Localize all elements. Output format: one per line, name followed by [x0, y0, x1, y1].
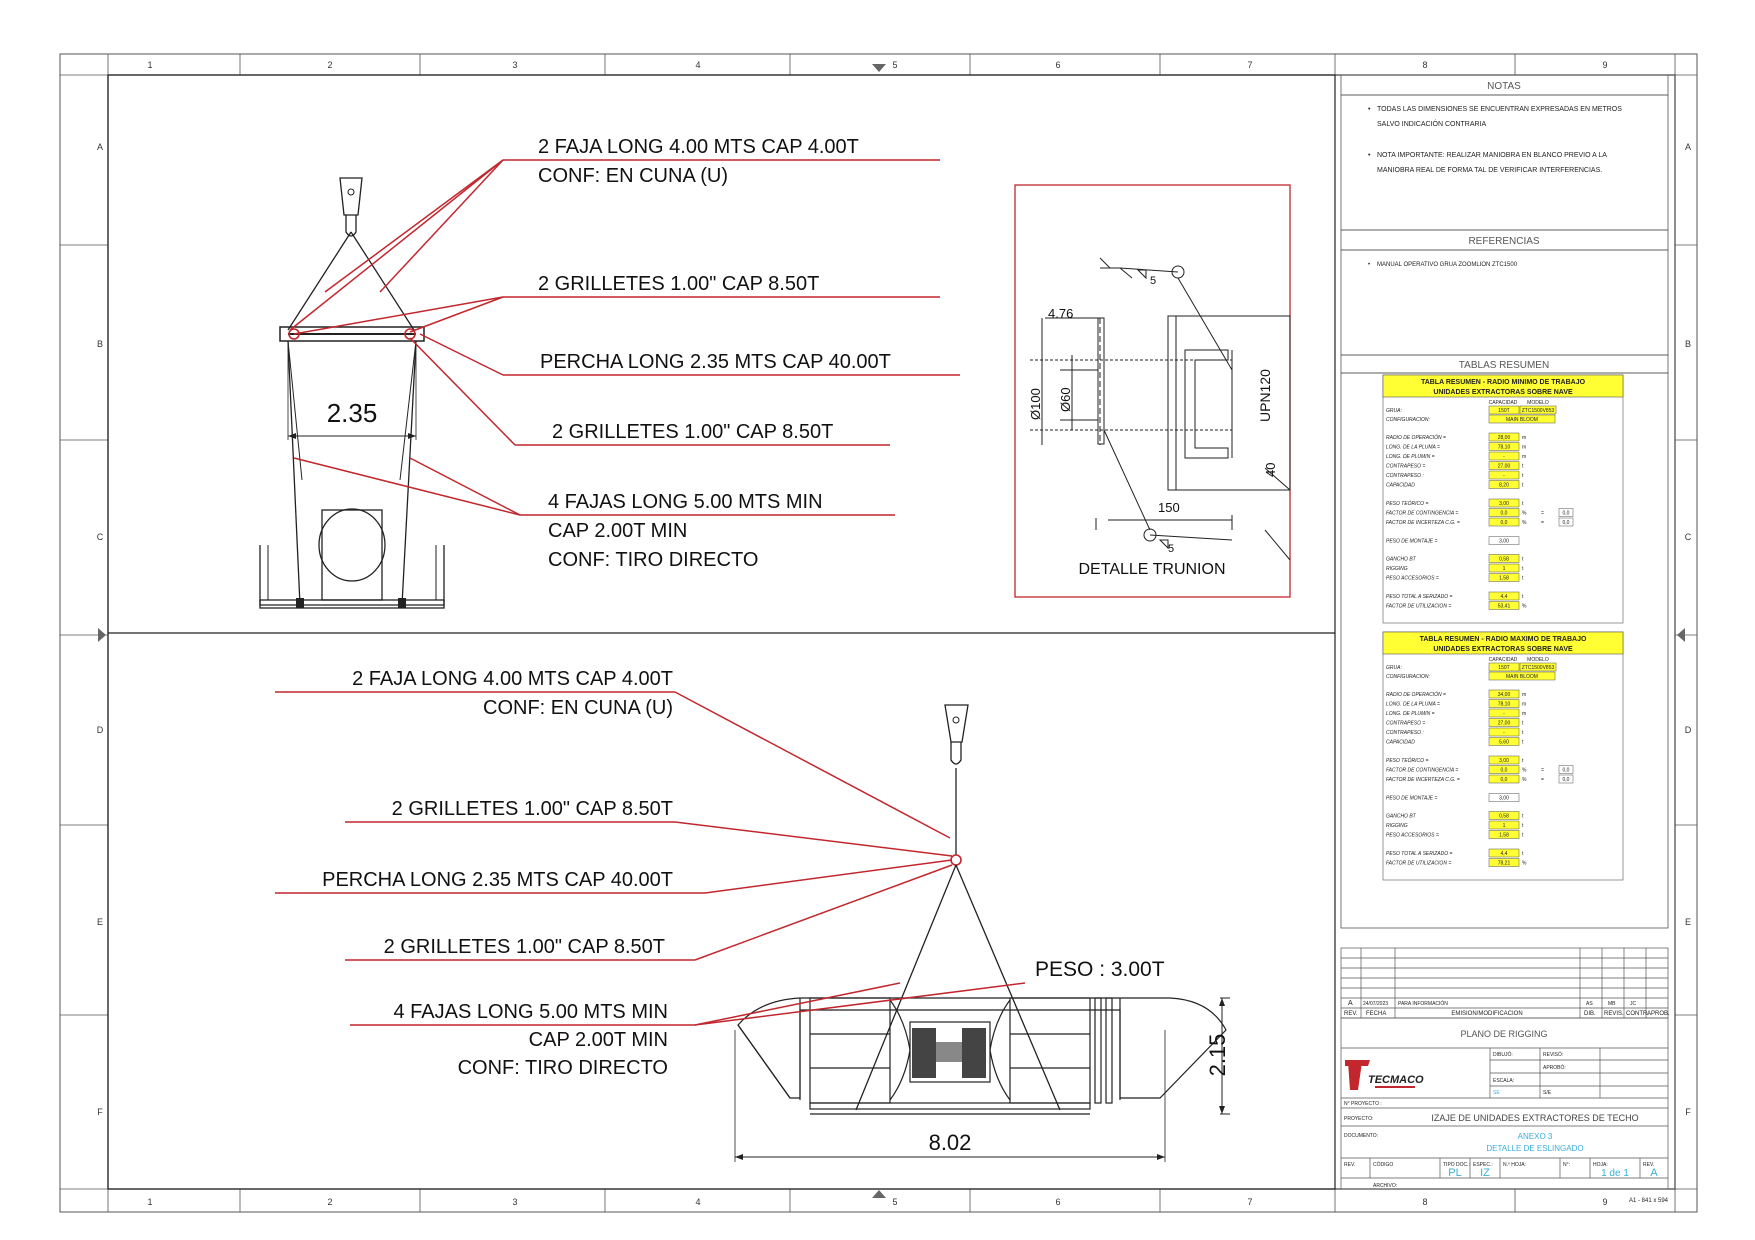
col-modelo: MODELO	[1527, 657, 1549, 663]
col-modelo: MODELO	[1527, 400, 1549, 406]
crane-hook-icon	[340, 178, 362, 215]
summary-row-value: 27,00	[1497, 720, 1511, 727]
svg-text:REVIS.: REVIS.	[1604, 1011, 1624, 1017]
svg-text:6: 6	[1055, 60, 1061, 70]
svg-text:N.º HOJA:: N.º HOJA:	[1503, 1162, 1526, 1168]
summary-row-label: GANCHO BT	[1386, 813, 1416, 820]
montaje-label: PESO DE MONTAJE =	[1386, 795, 1438, 802]
summary-row-label: GANCHO BT	[1386, 556, 1416, 563]
bottom-label-slings-2-conf: CONF: TIRO DIRECTO	[457, 1057, 668, 1079]
svg-text:1: 1	[147, 60, 153, 70]
sheet-size: A1 - 841 x 594	[1628, 1198, 1668, 1204]
summary-row-label: FACTOR DE CONTINGENCIA =	[1386, 767, 1459, 774]
bottom-label-slings-2: 4 FAJAS LONG 5.00 MTS MIN	[393, 1001, 668, 1023]
summary-row-label: PESO TEÓRICO =	[1386, 758, 1429, 764]
summary-row-unit: %	[1522, 520, 1527, 526]
svg-text:C: C	[96, 532, 104, 542]
top-label-slings-2-conf: CONF: TIRO DIRECTO	[548, 549, 759, 571]
detail-dim-id: Ø60	[1058, 387, 1073, 412]
summary-row-value: 27,00	[1497, 463, 1511, 470]
svg-text:1: 1	[147, 1197, 153, 1207]
summary-row-value: -	[1503, 711, 1505, 717]
svg-text:APROB.: APROB.	[1647, 1011, 1670, 1017]
summary-row-label: FACTOR DE UTILIZACION =	[1386, 603, 1452, 610]
top-view	[260, 136, 960, 608]
detail-dim-len: 150	[1158, 500, 1180, 515]
summary-row-value: 34,00	[1497, 692, 1511, 698]
summary-table-subtitle: UNIDADES EXTRACTORAS SOBRE NAVE	[1433, 389, 1573, 396]
grua-label: GRUA:	[1386, 408, 1402, 414]
detail-dim-od: Ø100	[1028, 388, 1043, 420]
summary-row-label: PESO ACCESORIOS =	[1386, 575, 1439, 582]
trunion-detail	[1015, 185, 1290, 597]
config-value: MAIN BLOOM	[1506, 417, 1538, 423]
svg-text:5: 5	[892, 1197, 898, 1207]
summary-row-value: 1	[1502, 566, 1506, 572]
summary-row-label: FACTOR DE INCERTEZA C.G. =	[1386, 520, 1460, 526]
bottom-label-sling-1-conf: CONF: EN CUNA (U)	[483, 697, 673, 719]
svg-text:E: E	[96, 917, 104, 927]
revision-grid	[1341, 948, 1668, 1018]
svg-text:D: D	[96, 725, 104, 735]
svg-text:CÓDIGO: CÓDIGO	[1373, 1162, 1394, 1168]
svg-text:A: A	[1684, 142, 1692, 152]
svg-text:•: •	[1368, 152, 1371, 159]
title-block-title: PLANO DE RIGGING	[1460, 1029, 1548, 1039]
project-name: IZAJE DE UNIDADES EXTRACTORES DE TECHO	[1431, 1113, 1639, 1123]
summary-row-unit: m	[1522, 435, 1527, 441]
summary-tables	[1383, 375, 1623, 880]
svg-text:N° PROYECTO :: N° PROYECTO :	[1344, 1101, 1382, 1107]
svg-text:S/E: S/E	[1543, 1090, 1552, 1096]
summary-row-label: LONG. DE PLUMIN =	[1386, 711, 1435, 717]
svg-text:2: 2	[327, 1197, 333, 1207]
config-label: CONFIGURACION:	[1386, 417, 1430, 423]
svg-text:REV.: REV.	[1643, 1162, 1655, 1168]
svg-text:8: 8	[1422, 1197, 1428, 1207]
montaje-value: 3,00	[1499, 538, 1509, 545]
summary-row-unit: t	[1522, 556, 1524, 563]
svg-text:3: 3	[512, 1197, 518, 1207]
svg-text:C: C	[1684, 532, 1692, 542]
summary-row-label: CAPACIDAD	[1386, 739, 1415, 746]
svg-text:A: A	[96, 142, 104, 152]
config-label: CONFIGURACION:	[1386, 674, 1430, 680]
svg-text:DIB.: DIB.	[1584, 1011, 1596, 1017]
center-mark-left	[98, 628, 106, 642]
col-capacidad: CAPACIDAD	[1488, 657, 1518, 663]
svg-text:D: D	[1684, 725, 1692, 735]
summary-row-value: 3,00	[1499, 758, 1509, 764]
summary-row-unit: t	[1522, 739, 1524, 746]
detail-dim-40: 40	[1263, 462, 1278, 477]
summary-row-value: 78,21	[1497, 860, 1511, 867]
bottom-leader-lines	[275, 692, 1025, 1025]
svg-text:3: 3	[512, 60, 518, 70]
summary-row-label: CONTRAPESO =	[1386, 720, 1426, 727]
summary-row-unit: t	[1522, 758, 1524, 764]
summary-row-value: 1,58	[1499, 832, 1509, 839]
svg-text:F: F	[97, 1107, 103, 1117]
svg-text:4: 4	[695, 60, 701, 70]
summary-row-label: PESO TOTAL A SERIZADO =	[1386, 594, 1453, 600]
summary-row-label: FACTOR DE CONTINGENCIA =	[1386, 510, 1459, 517]
fan-motor	[912, 1028, 986, 1078]
summary-row-unit: m	[1522, 692, 1527, 698]
summary-row-value: 0,0	[1500, 510, 1508, 517]
svg-text:E: E	[1684, 917, 1692, 927]
right-panel	[1341, 75, 1670, 1204]
summary-row-value: -	[1503, 730, 1505, 736]
top-label-slings-2: 4 FAJAS LONG 5.00 MTS MIN	[548, 491, 823, 513]
top-label-sling-1: 2 FAJA LONG 4.00 MTS CAP 4.00T	[538, 136, 859, 158]
detail-weld-bottom: 5	[1168, 543, 1175, 555]
side-value: 0,0	[1562, 520, 1570, 526]
svg-text:•: •	[1368, 106, 1371, 113]
side-value: 0,0	[1562, 510, 1570, 517]
summary-row-label: PESO TEÓRICO =	[1386, 501, 1429, 507]
top-label-slings-2-cap: CAP 2.00T MIN	[548, 520, 688, 542]
config-value: MAIN BLOOM	[1506, 674, 1538, 680]
grua-capacity: 150T	[1498, 408, 1510, 414]
side-eq: =	[1541, 767, 1544, 774]
summary-row-value: 78,10	[1497, 444, 1511, 451]
bottom-label-slings-2-cap: CAP 2.00T MIN	[528, 1029, 668, 1051]
svg-text:DOCUMENTO:: DOCUMENTO:	[1344, 1133, 1379, 1139]
bottom-labels	[322, 668, 673, 1079]
sheet-number: 1 de 1	[1601, 1168, 1629, 1179]
svg-text:8: 8	[1422, 60, 1428, 70]
center-mark-bottom	[872, 1190, 886, 1198]
summary-row-label: CONTRAPESO :	[1386, 730, 1424, 736]
dimension-height: 2.15	[1205, 1033, 1230, 1077]
montaje-value: 3,00	[1499, 795, 1509, 802]
note-2-line-1: NOTA IMPORTANTE: REALIZAR MANIOBRA EN BLANCO PREVIO A LA	[1377, 152, 1607, 159]
tables-header: TABLAS RESUMEN	[1458, 360, 1550, 371]
side-eq: =	[1541, 520, 1544, 526]
fan-base	[260, 600, 444, 608]
svg-text:EMISION/MODIFICACION: EMISION/MODIFICACION	[1451, 1011, 1523, 1017]
svg-text:JC: JC	[1630, 1001, 1637, 1007]
svg-text:•: •	[1368, 262, 1371, 268]
center-mark-top	[872, 64, 886, 72]
summary-row-value: -	[1503, 473, 1505, 479]
svg-text:9: 9	[1602, 1197, 1608, 1207]
summary-row-label: CONTRAPESO =	[1386, 463, 1426, 470]
summary-row-unit: m	[1522, 711, 1527, 717]
bottom-label-spreader: PERCHA LONG 2.35 MTS CAP 40.00T	[322, 869, 673, 891]
summary-row-label: CONTRAPESO :	[1386, 473, 1424, 479]
summary-table-title: TABLA RESUMEN - RADIO MINIMO DE TRABAJO	[1420, 379, 1586, 386]
column-labels-bottom	[147, 1197, 1607, 1207]
summary-row-label: FACTOR DE UTILIZACION =	[1386, 860, 1452, 867]
svg-text:HOJA:: HOJA:	[1593, 1162, 1608, 1168]
summary-row-label: LONG. DE LA PLUMA =	[1386, 444, 1440, 451]
summary-row-unit: t	[1522, 482, 1524, 489]
summary-row-label: RADIO DE OPERACIÓN =	[1386, 435, 1446, 441]
svg-text:PARA INFORMACIÓN: PARA INFORMACIÓN	[1398, 1001, 1448, 1007]
svg-text:AS: AS	[1586, 1001, 1593, 1007]
document-line-1: ANEXO 3	[1517, 1132, 1553, 1141]
bottom-label-shackle-2: 2 GRILLETES 1.00" CAP 8.50T	[383, 936, 665, 958]
top-label-shackle-1: 2 GRILLETES 1.00" CAP 8.50T	[538, 273, 820, 295]
revision-headers	[1344, 1011, 1670, 1017]
summary-row-unit: m	[1522, 701, 1527, 708]
reference-1: MANUAL OPERATIVO GRUA ZOOMLION ZTC1500	[1377, 262, 1518, 268]
summary-row-value: 5,60	[1499, 739, 1509, 746]
bottom-view	[275, 668, 1230, 1162]
grua-model: ZTC1500V853	[1521, 408, 1555, 414]
summary-row-value: 53,41	[1497, 603, 1511, 610]
svg-text:MB: MB	[1608, 1001, 1616, 1007]
doc-spec: IZ	[1480, 1167, 1490, 1179]
summary-row-value: 3,00	[1499, 501, 1509, 507]
doc-type: PL	[1448, 1167, 1462, 1179]
summary-row-label: RADIO DE OPERACIÓN =	[1386, 692, 1446, 698]
note-1-line-1: TODAS LAS DIMENSIONES SE ENCUENTRAN EXPRESADAS EN METROS	[1377, 106, 1622, 113]
summary-table-subtitle: UNIDADES EXTRACTORAS SOBRE NAVE	[1433, 646, 1573, 653]
svg-text:A: A	[1348, 1000, 1353, 1007]
summary-row-value: 28,00	[1497, 435, 1511, 441]
summary-row-label: FACTOR DE INCERTEZA C.G. =	[1386, 777, 1460, 783]
revision-value: A	[1650, 1167, 1658, 1179]
summary-row-value: 0,58	[1499, 813, 1509, 820]
svg-text:F: F	[1685, 1107, 1691, 1117]
crane-hook-icon-2	[945, 705, 968, 742]
tecmaco-logo	[1345, 1060, 1424, 1090]
summary-row-unit: t	[1522, 594, 1524, 600]
svg-text:REVISÓ:: REVISÓ:	[1543, 1052, 1564, 1058]
summary-row-value: 4,4	[1500, 594, 1508, 600]
summary-row-unit: %	[1522, 860, 1527, 867]
dimension-width: 2.35	[326, 398, 378, 428]
svg-text:PROYECTO:: PROYECTO:	[1344, 1116, 1374, 1122]
svg-text:7: 7	[1247, 60, 1253, 70]
svg-text:ESPEC.:: ESPEC.:	[1473, 1162, 1493, 1168]
bottom-label-sling-1: 2 FAJA LONG 4.00 MTS CAP 4.00T	[352, 668, 673, 690]
weight-label: PESO : 3.00T	[1035, 958, 1165, 981]
side-eq: =	[1541, 510, 1544, 517]
svg-text:5: 5	[892, 60, 898, 70]
summary-row-value: -	[1503, 454, 1505, 460]
summary-row-value: 4,4	[1500, 851, 1508, 857]
top-leader-lines	[290, 160, 960, 515]
summary-row-unit: t	[1522, 851, 1524, 857]
dimension-length: 8.02	[928, 1130, 972, 1155]
summary-row-unit: m	[1522, 444, 1527, 451]
svg-text:4: 4	[695, 1197, 701, 1207]
svg-text:CONTR.: CONTR.	[1626, 1011, 1649, 1017]
summary-row-unit: t	[1522, 463, 1524, 470]
revision-row	[1348, 1000, 1637, 1007]
svg-text:TECMACO: TECMACO	[1368, 1074, 1424, 1086]
document-line-2: DETALLE DE ESLINGADO	[1486, 1144, 1584, 1153]
svg-text:APROBÓ:: APROBÓ:	[1543, 1065, 1566, 1071]
summary-row-unit: t	[1522, 473, 1524, 479]
svg-text:ESCALA:: ESCALA:	[1493, 1078, 1515, 1084]
summary-row-unit: %	[1522, 767, 1527, 774]
summary-row-unit: t	[1522, 501, 1524, 507]
summary-row-value: 0,0	[1500, 520, 1508, 526]
grua-label: GRUA:	[1386, 665, 1402, 671]
top-label-spreader: PERCHA LONG 2.35 MTS CAP 40.00T	[540, 351, 891, 373]
summary-row-value: 0,0	[1500, 777, 1508, 783]
svg-text:DIBUJÓ:: DIBUJÓ:	[1493, 1052, 1513, 1058]
summary-row-unit: %	[1522, 510, 1527, 517]
detail-profile: UPN120	[1257, 369, 1273, 422]
detail-title: DETALLE TRUNION	[1078, 561, 1226, 578]
svg-text:9: 9	[1602, 60, 1608, 70]
summary-row-label: CAPACIDAD	[1386, 482, 1415, 489]
references-header: REFERENCIAS	[1468, 236, 1540, 247]
detail-weld-top: 5	[1150, 275, 1157, 287]
summary-row-value: 78,10	[1497, 701, 1511, 708]
summary-row-value: 1	[1502, 823, 1506, 829]
row-labels-right	[1685, 142, 1692, 1117]
svg-text:FECHA: FECHA	[1366, 1011, 1387, 1017]
svg-text:SE: SE	[1493, 1090, 1500, 1096]
bottom-label-shackle-1: 2 GRILLETES 1.00" CAP 8.50T	[391, 798, 673, 820]
svg-text:24/07/2023: 24/07/2023	[1363, 1001, 1389, 1007]
row-labels-left	[97, 142, 104, 1117]
summary-row-value: 0,58	[1499, 556, 1509, 563]
svg-text:TIPO DOC.:: TIPO DOC.:	[1443, 1162, 1470, 1168]
summary-row-unit: t	[1522, 575, 1524, 582]
svg-text:REV.: REV.	[1344, 1011, 1358, 1017]
col-capacidad: CAPACIDAD	[1488, 400, 1518, 406]
top-label-shackle-2: 2 GRILLETES 1.00" CAP 8.50T	[552, 421, 834, 443]
svg-text:7: 7	[1247, 1197, 1253, 1207]
summary-row-unit: t	[1522, 823, 1524, 829]
svg-text:REV.: REV.	[1344, 1162, 1356, 1168]
summary-row-label: LONG. DE PLUMIN =	[1386, 454, 1435, 460]
summary-row-label: PESO TOTAL A SERIZADO =	[1386, 851, 1453, 857]
svg-text:N°:: N°:	[1563, 1162, 1570, 1168]
svg-text:B: B	[96, 339, 104, 349]
summary-row-unit: t	[1522, 566, 1524, 572]
summary-row-unit: %	[1522, 777, 1527, 783]
summary-row-unit: t	[1522, 730, 1524, 736]
note-2-line-2: MANIOBRA REAL DE FORMA TAL DE VERIFICAR INTERFERENCIAS.	[1377, 167, 1603, 174]
detail-dim-thickness: 4.76	[1048, 306, 1074, 321]
top-labels	[538, 136, 891, 571]
grua-capacity: 150T	[1498, 665, 1510, 671]
side-eq: =	[1541, 777, 1544, 783]
svg-text:ARCHIVO:: ARCHIVO:	[1373, 1183, 1398, 1189]
center-mark-right	[1677, 628, 1685, 642]
notes-list	[1368, 106, 1622, 174]
note-1-line-2: SALVO INDICACIÓN CONTRARIA	[1377, 121, 1487, 128]
summary-row-label: PESO ACCESORIOS =	[1386, 832, 1439, 839]
summary-row-unit: %	[1522, 603, 1527, 610]
summary-row-unit: t	[1522, 720, 1524, 727]
summary-row-label: RIGGING	[1386, 566, 1408, 572]
summary-row-label: RIGGING	[1386, 823, 1408, 829]
summary-row-label: LONG. DE LA PLUMA =	[1386, 701, 1440, 708]
top-label-sling-1-conf: CONF: EN CUNA (U)	[538, 165, 728, 187]
summary-row-unit: t	[1522, 813, 1524, 820]
side-value: 0,0	[1562, 767, 1570, 774]
summary-row-value: 8,20	[1499, 482, 1509, 489]
montaje-label: PESO DE MONTAJE =	[1386, 538, 1438, 545]
grua-model: ZTC1500V853	[1521, 665, 1555, 671]
svg-text:2: 2	[327, 60, 333, 70]
side-value: 0,0	[1562, 777, 1570, 783]
notes-header: NOTAS	[1487, 81, 1521, 92]
summary-table-title: TABLA RESUMEN - RADIO MAXIMO DE TRABAJO	[1419, 636, 1587, 643]
summary-row-unit: t	[1522, 832, 1524, 839]
summary-row-unit: m	[1522, 454, 1527, 460]
summary-row-value: 0,0	[1500, 767, 1508, 774]
svg-text:6: 6	[1055, 1197, 1061, 1207]
svg-text:B: B	[1684, 339, 1692, 349]
summary-row-value: 1,58	[1499, 575, 1509, 582]
